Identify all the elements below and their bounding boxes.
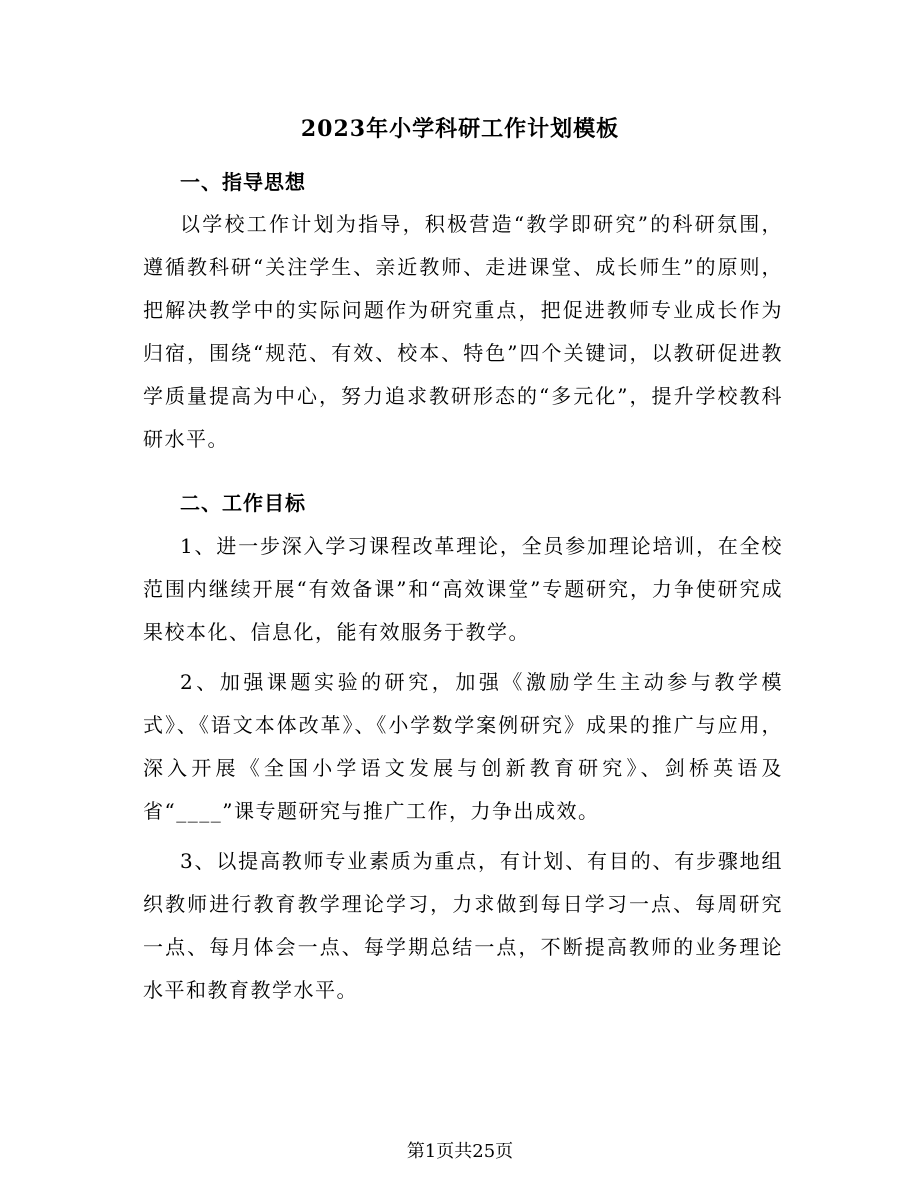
paragraph-goal-2: 2、加强课题实验的研究，加强《激励学生主动参与教学模式》、《语文本体改革》、《小学数学案例研究》成果的推广与应用，深入开展《全国小学语文发展与创新教育研究》、剑桥英语及省“____”课专题研究与推广工作，力争出成效。 (143, 670, 783, 823)
paragraph-goal-3: 3、以提高教师专业素质为重点，有计划、有目的、有步骤地组织教师进行教育教学理论学习，力求做到每日学习一点、每周研究一点、每月体会一点、每学期总结一点，不断提高教师的业务理论水平和教育教学水平。 (143, 849, 783, 1002)
section-heading-work-goals: 二、工作目标 (180, 491, 306, 515)
document-title: 2023年小学科研工作计划模板 (300, 116, 620, 142)
section-heading-guiding-ideology: 一、指导思想 (180, 170, 306, 194)
page-number-footer: 第1页共25页 (406, 1141, 514, 1162)
paragraph-goal-1: 1、进一步深入学习课程改革理论，全员参加理论培训，在全校范围内继续开展“有效备课”和“高效课堂”专题研究，力争使研究成果校本化、信息化，能有效服务于教学。 (143, 534, 783, 644)
paragraph-guiding-ideology: 以学校工作计划为指导，积极营造“教学即研究”的科研氛围，遵循教科研“关注学生、亲近教师、走进课堂、成长师生”的原则，把解决教学中的实际问题作为研究重点，把促进教师专业成长作为归宿，围绕“规范、有效、校本、特色”四个关键词，以教研促进教学质量提高为中心，努力追求教研形态的“多元化”，提升学校教科研水平。 (143, 212, 783, 451)
